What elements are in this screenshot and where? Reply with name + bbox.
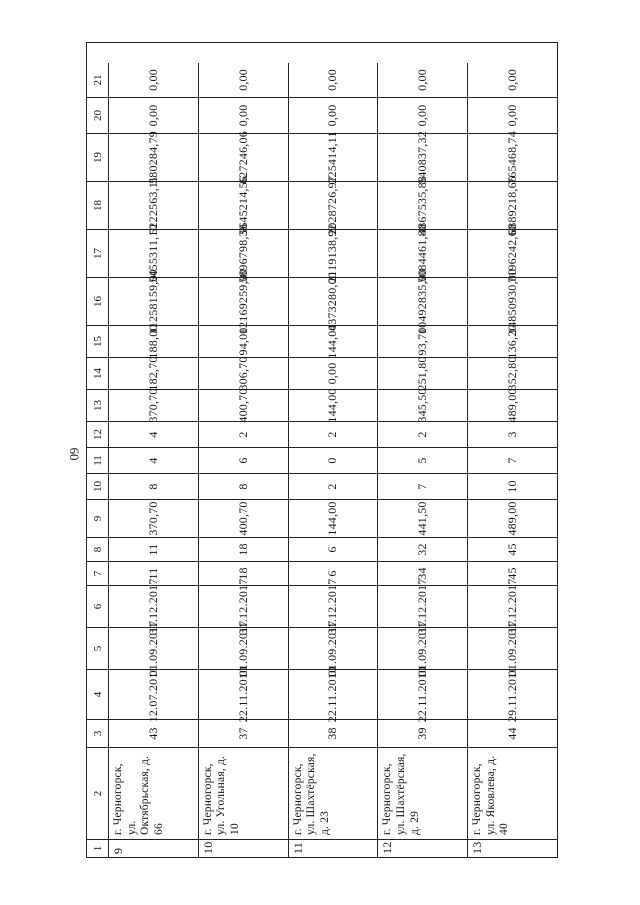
table-cell: 188,00 (109, 326, 199, 357)
table-cell: 0,00 (378, 63, 468, 97)
table-cell: 0,00 (378, 98, 468, 133)
table-cell: 0,00 (109, 63, 199, 97)
table-cell: 10 (505, 480, 520, 493)
column-header: 11 (87, 448, 109, 473)
table-cell: 0,00 (505, 69, 520, 91)
table-cell: 4867535,88 (378, 182, 468, 229)
column-header: 1 (87, 840, 109, 857)
table-cell: 5455311,10 (109, 230, 199, 277)
table-cell: 4373280,00 (289, 278, 379, 325)
table-cell: 370,70 (109, 390, 199, 421)
table-column (87, 747, 557, 839)
table-cell: 0,00 (109, 98, 199, 133)
table-cell: 0,00 (289, 63, 379, 97)
table-cell: 2 (289, 422, 379, 447)
table-cell: 18 (199, 538, 289, 561)
table-cell: 10 (199, 840, 289, 857)
table-cell: 765468,74 (505, 131, 520, 184)
data-table (86, 42, 558, 858)
address-cell: г. Черногорск, ул. Яковлева, д. 40 (471, 755, 511, 835)
table-cell: 11 (109, 538, 199, 561)
table-cell: 31.12.2017 (505, 578, 520, 635)
table-cell: 627246,06 (199, 134, 289, 181)
table-cell: 144,00 (289, 390, 379, 421)
table-cell: 370,70 (109, 500, 199, 537)
table-cell: 18 (199, 562, 289, 585)
table-cell: 11 (109, 562, 199, 585)
table-cell: 38 (289, 720, 379, 747)
table-cell: 12 (378, 840, 468, 857)
table-cell: 8 (199, 474, 289, 499)
table-cell: 12169259,00 (199, 278, 289, 325)
table-cell: 4 (109, 448, 199, 473)
table-column (87, 561, 557, 585)
table-cell: 0,00 (199, 98, 289, 133)
table-cell: 34 (378, 562, 468, 585)
table-cell: 441,50 (378, 500, 468, 537)
table-cell: 10492835,00 (378, 278, 468, 325)
table-cell: 306,70 (199, 358, 289, 389)
table-column (87, 578, 557, 635)
table-column (87, 268, 557, 335)
column-header: 18 (87, 182, 109, 229)
table-cell: 5084461,80 (378, 230, 468, 277)
address-cell: г. Черногорск, ул. Угольная, д. 10 (199, 748, 289, 839)
table-cell: 2 (289, 474, 379, 499)
column-header: 5 (87, 628, 109, 669)
table-cell: 22.11.2010 (199, 670, 289, 719)
table-cell: 540837,32 (378, 134, 468, 181)
table-cell: 3 (505, 431, 520, 438)
column-header: 9 (87, 500, 109, 537)
table-cell: 6 (289, 538, 379, 561)
column-header: 8 (87, 538, 109, 561)
table-cell: 14850930,00 (505, 268, 520, 335)
table-cell: 6 (289, 562, 379, 585)
table-cell: 5 (378, 448, 468, 473)
table-cell: 400,70 (199, 500, 289, 537)
table-cell: 43 (109, 720, 199, 747)
table-column (87, 97, 557, 133)
column-header: 4 (87, 670, 109, 719)
table-cell: 22.11.2010 (378, 670, 468, 719)
table-cell: 4 (109, 422, 199, 447)
table-cell: 182,70 (109, 358, 199, 389)
table-column (87, 499, 557, 537)
table-cell: 7 (505, 457, 520, 464)
table-cell: 5222563,11 (109, 182, 199, 229)
table-column (87, 389, 557, 421)
column-header: 15 (87, 326, 109, 357)
table-cell: 400,70 (199, 390, 289, 421)
table-cell: 44 (505, 727, 520, 740)
table-cell: 2 (378, 422, 468, 447)
table-cell: 93,70 (378, 326, 468, 357)
table-cell: 31.12.2017 (109, 586, 199, 627)
column-header: 19 (87, 134, 109, 181)
table-cell: 0,00 (289, 98, 379, 133)
table-cell: 94,00 (199, 326, 289, 357)
table-cell: 31.12.2017 (289, 586, 379, 627)
column-header: 3 (87, 720, 109, 747)
column-header: 21 (87, 63, 109, 97)
table-cell: 8 (109, 474, 199, 499)
table-column (87, 421, 557, 447)
table-cell: 0 (289, 448, 379, 473)
page-number: 60 (67, 447, 82, 461)
table-cell: 144,00 (289, 500, 379, 537)
table-cell: 31.12.2017 (199, 586, 289, 627)
table-cell: 489,00 (505, 501, 520, 536)
table-cell: 12.07.2011 (109, 670, 199, 719)
table-column (87, 719, 557, 747)
table-column (87, 839, 557, 857)
column-header: 2 (87, 748, 109, 839)
address-cell: г. Черногорск, ул. Шахтёрская, д. 23 (289, 748, 379, 839)
column-header: 14 (87, 358, 109, 389)
table-cell: 2119138,92 (289, 230, 379, 277)
table-cell: 01.09.2017 (199, 628, 289, 669)
column-header: 20 (87, 98, 109, 133)
column-header: 12 (87, 422, 109, 447)
table-cell: 136,20 (505, 324, 520, 359)
table-cell: 345,50 (378, 390, 468, 421)
address-cell: г. Черногорск, ул. Октябрьская, д. 66 (109, 748, 199, 839)
table-cell: 13 (470, 841, 485, 854)
table-cell: 0,00 (505, 104, 520, 127)
table-cell: 580284,79 (109, 134, 199, 181)
table-cell: 45 (505, 543, 520, 556)
table-cell: 7 (378, 474, 468, 499)
table-cell: 22.11.2010 (289, 670, 379, 719)
table-cell: 11 (289, 840, 379, 857)
table-cell: 2028726,97 (289, 182, 379, 229)
table-cell: 489,00 (505, 388, 520, 423)
table-column (87, 447, 557, 473)
table-column (87, 176, 557, 235)
table-cell: 9 (109, 840, 199, 857)
table-cell: 32 (378, 538, 468, 561)
table-column (87, 537, 557, 561)
table-column (87, 357, 557, 389)
table-cell: 6 (199, 448, 289, 473)
column-header: 13 (87, 390, 109, 421)
table-cell: 2 (199, 422, 289, 447)
column-header: 17 (87, 230, 109, 277)
table-cell: 0,00 (289, 358, 379, 389)
table-column (87, 473, 557, 499)
table-cell: 01.09.2017 (505, 620, 520, 677)
column-header: 16 (87, 278, 109, 325)
table-cell: 39 (378, 720, 468, 747)
table-cell: 5896798,38 (199, 230, 289, 277)
address-cell: г. Черногорск, ул. Шахтёрская, д. 29 (378, 748, 468, 839)
table-cell: 45 (505, 567, 520, 580)
table-cell: 01.09.2017 (378, 628, 468, 669)
table-cell: 144,00 (289, 326, 379, 357)
column-header: 6 (87, 586, 109, 627)
table-cell: 352,80 (505, 356, 520, 391)
table-cell: 6889218,66 (505, 176, 520, 235)
table-cell: 5645214,56 (199, 182, 289, 229)
table-cell: 31.12.2017 (378, 586, 468, 627)
table-column (87, 666, 557, 723)
column-header: 7 (87, 562, 109, 585)
table-column (87, 63, 557, 97)
table-cell: 251,80 (378, 358, 468, 389)
table-cell: 0,00 (199, 63, 289, 97)
table-cell: 11258159,00 (109, 278, 199, 325)
table-column (87, 224, 557, 283)
table-cell: 01.09.2017 (109, 628, 199, 669)
table-column (87, 131, 557, 184)
table-cell: 225414,11 (289, 134, 379, 181)
table-cell: 7196242,60 (505, 224, 520, 283)
table-cell: 37 (199, 720, 289, 747)
table-cell: 01.09.2017 (289, 628, 379, 669)
column-header: 10 (87, 474, 109, 499)
table-cell: 29.11.2011 (505, 666, 520, 723)
